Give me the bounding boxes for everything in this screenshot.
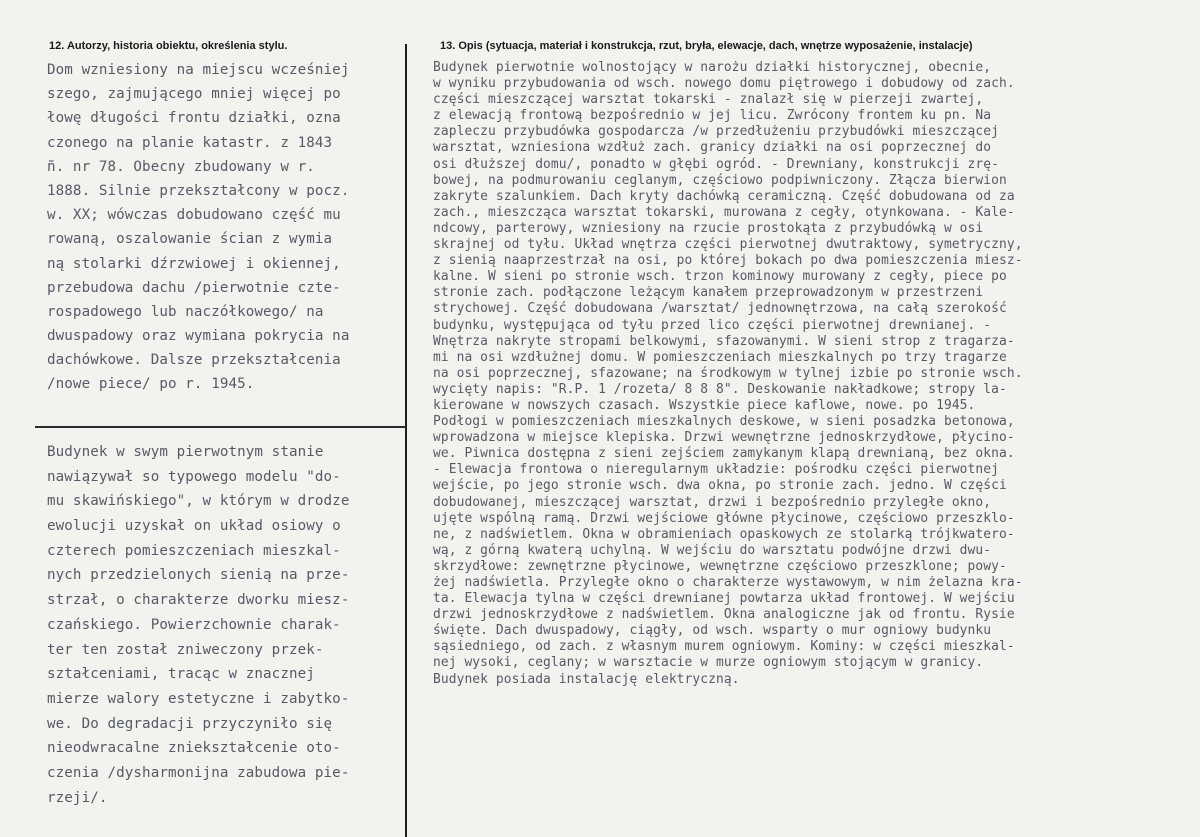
text-line: dobudowanej, mieszczącej warsztat, drzwi i bezpośrednio przyległe okno, [433, 494, 992, 510]
text-line: czterech pomieszczeniach mieszkal- [47, 542, 341, 559]
text-line: zapleczu przybudówka gospodarcza /w przedłużeniu przybudówki mieszczącej [433, 124, 999, 140]
text-line: strzał, o charakterze dworku miesz- [47, 592, 350, 609]
text-line: ujęte wspólną ramą. Drzwi wejściowe główne płycinowe, częściowo przeszklo- [433, 510, 1015, 526]
text-line: z elewacją frontową bezpośrednio w jej licu. Zwrócony frontem ku pn. Na [433, 108, 992, 124]
text-line: zakryte szalunkiem. Dach kryty dachówką ceramiczną. Część dobudowana od za [433, 188, 1015, 204]
text-line: Dom wzniesiony na miejscu wcześniej [47, 62, 350, 78]
text-line: wycięty napis: "R.P. 1 /rozeta/ 8 8 8". Deskowanie nakładkowe; stropy la- [433, 381, 1007, 397]
text-line: z sienią naaprzestrzał na osi, po której bokach po dwa pomieszczenia miesz- [433, 253, 1023, 269]
text-line: osi dłuższej domu/, ponadto w głębi ogród. - Drewniany, konstrukcji zrę- [433, 156, 999, 172]
text-line: nieodwracalne zniekształcenie oto- [47, 740, 341, 757]
text-line: czenia /dysharmonijna zabudowa pie- [47, 764, 350, 781]
text-line: wejście, po jego stronie wsch. dwa okna, po stronie zach. jedno. W części [433, 478, 1007, 494]
text-line: - Elewacja frontowa o nieregularnym układzie: pośrodku części pierwotnej [433, 462, 999, 478]
text-line: żej nadświetla. Przyległe okno o charakterze wystawowym, w nim żelazna kra- [433, 575, 1023, 590]
text-line: ndcowy, parterowy, wzniesiony na rzucie prostokąta z przybudówką w osi [433, 220, 984, 236]
text-line: w. XX; wówczas dobudowano część mu [47, 207, 341, 224]
text-line: w wyniku przybudowania od wsch. nowego domu piętrowego i dobudowy od zach. [433, 76, 1015, 92]
text-line: nej wysoki, ceglany; w warsztacie w murze ogniowym stojącym w granicy. [433, 655, 984, 671]
text-line: drzwi jednoskrzydłowe z nadświetlem. Okna analogiczne jak od frontu. Rysie [433, 607, 1015, 623]
text-line: Budynek posiada instalację elektryczną. [433, 671, 740, 687]
text-line: wprowadzona w miejsce klepiska. Drzwi wewnętrzne jednoskrzydłowe, płycino- [433, 430, 1015, 446]
text-line: ta. Elewacja tylna w części drewnianej powtarza układ frontowej. W wejściu [433, 591, 1015, 607]
text-line: rospadowego lub naczółkowego/ na [47, 303, 324, 320]
section-13-description-text [433, 60, 1193, 688]
text-line: we. Piwnica dostępna z sieni zejściem zamykanym klapą drewnianą, bez okna. [433, 446, 1015, 462]
text-line: mu skawińskiego", w którym w drodze [47, 493, 350, 510]
text-line: /nowe piece/ po r. 1945. [47, 376, 255, 393]
text-line: łowę długości frontu działki, ozna [47, 110, 341, 127]
section-12-history-text [47, 58, 407, 397]
text-line: ne, z nadświetlem. Okna w obramieniach opaskowych ze stolarką trójkwatero- [433, 526, 1015, 542]
section-divider [35, 426, 406, 428]
text-line: budynku, występująca od tyłu przed lico części pierwotnej drewnianej. - [433, 317, 992, 333]
text-line: mierze walory estetyczne i zabytko- [47, 690, 350, 707]
text-line: czonego na planie katastr. z 1843 [47, 134, 333, 151]
text-line: dachówkowe. Dalsze przekształcenia [47, 352, 341, 369]
text-line: dwuspadowy oraz wymiana pokrycia na [47, 328, 350, 345]
text-line: warsztat, wzniesiona wzdłuż zach. granicy działki na osi poprzecznej do [433, 140, 992, 156]
text-line: skrajnej od tyłu. Układ wnętrza części pierwotnej dwutraktowy, symetryczny, [433, 237, 1023, 253]
text-line: ształceniami, tracąc w znacznej [47, 666, 315, 683]
text-line: ñ. nr 78. Obecny zbudowany w r. [47, 158, 315, 175]
text-line: sąsiedniego, od zach. z własnym murem ogniowym. Kominy: w części mieszkal- [433, 639, 1015, 655]
section-13-header: 13. Opis (sytuacja, materiał i konstrukcja, rzut, bryła, elewacje, dach, wnętrze wyposażenie, instalacje) [440, 40, 973, 52]
text-line: na osi poprzecznej, sfazowane; na środkowym w tylnej izbie po stronie wsch. [433, 365, 1023, 381]
text-line: mi na osi wzdłużnej domu. W pomieszczeniach mieszkalnych po trzy tragarze [433, 349, 1007, 365]
text-line: przebudowa dachu /pierwotnie czte- [47, 279, 341, 296]
text-line: rowaną, oszalowanie ścian z wymia [47, 231, 333, 248]
text-line: kierowane w nowszych czasach. Wszystkie piece kaflowe, nowe. po 1945. [433, 397, 976, 413]
text-line: we. Do degradacji przyczyniło się [47, 715, 333, 732]
text-line: strychowej. Część dobudowana /warsztat/ jednownętrzowa, na całą szerokość [433, 301, 1007, 317]
text-line: bowej, na podmurowaniu ceglanym, częściowo podpiwniczony. Złącza bierwion [433, 172, 1007, 188]
section-12-header: 12. Autorzy, historia obiektu, określenia stylu. [49, 40, 288, 52]
text-line: skrzydłowe: zewnętrzne płycinowe, wewnętrzne częściowo przeszklone; powy- [433, 558, 1007, 574]
text-line: czańskiego. Powierzchownie charak- [47, 616, 341, 633]
text-line: Wnętrza nakryte stropami belkowymi, sfazowanymi. W sieni strop z tragarza- [433, 333, 1015, 349]
text-line: ter ten został zniweczony przek- [47, 641, 324, 658]
text-line: Budynek pierwotnie wolnostojący w narożu działki historycznej, obecnie, [433, 60, 992, 75]
text-line: święte. Dach dwuspadowy, ciągły, od wsch. wsparty o mur ogniowy budynku [433, 623, 992, 639]
text-line: 1888. Silnie przekształcony w pocz. [47, 182, 350, 199]
text-line: rzeji/. [47, 789, 108, 806]
text-line: stronie zach. podłączone leżącym kanałem przeprowadzonym w przestrzeni [433, 285, 984, 301]
text-line: Budynek w swym pierwotnym stanie [47, 444, 324, 460]
text-line: ną stolarki dźrzwiowej i okiennej, [47, 255, 341, 272]
text-line: wą, z górną kwaterą uchylną. W wejściu do warsztatu podwójne drzwi dwu- [433, 542, 992, 558]
text-line: zach., mieszcząca warsztat tokarski, murowana z cegły, otynkowana. - Kale- [433, 204, 1015, 220]
text-line: szego, zajmującego mniej więcej po [47, 86, 341, 103]
text-line: kalne. W sieni po stronie wsch. trzon kominowy murowany z cegły, piece po [433, 269, 1007, 285]
text-line: nawiązywał so typowego modelu "do- [47, 468, 341, 485]
text-line: ewolucji uzyskał on układ osiowy o [47, 518, 341, 535]
text-line: nych przedzielonych sienią na prze- [47, 567, 350, 584]
section-12-style-text [47, 440, 407, 810]
text-line: części mieszczącej warsztat tokarski - znalazł się w pierzeji zwartej, [433, 92, 984, 108]
text-line: Podłogi w pomieszczeniach mieszkalnych deskowe, w sieni posadzka betonowa, [433, 414, 1015, 430]
